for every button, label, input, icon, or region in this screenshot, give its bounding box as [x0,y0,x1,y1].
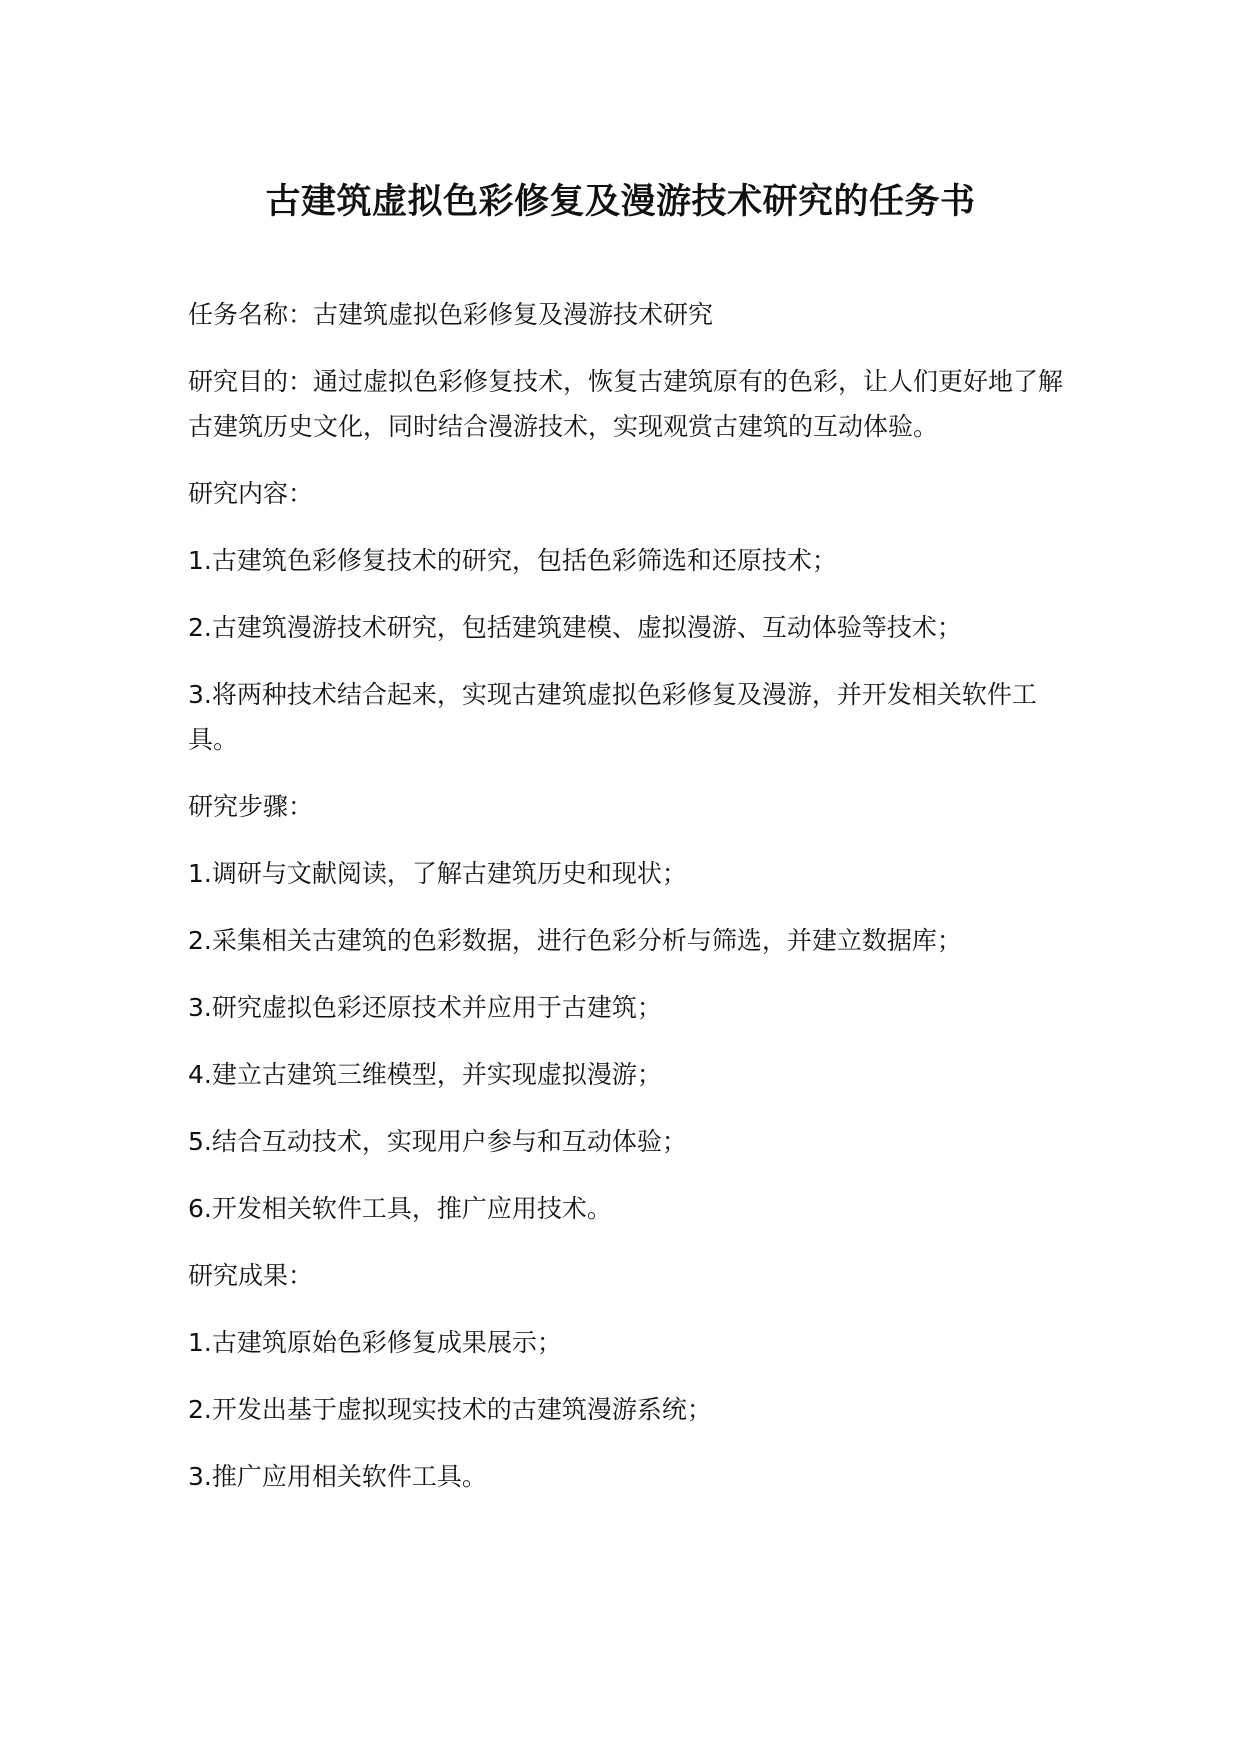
research-step-item: 6.开发相关软件工具，推广应用技术。 [188,1194,612,1223]
research-content-item: 2.古建筑漫游技术研究，包括建筑建模、虚拟漫游、互动体验等技术； [188,613,962,642]
research-step-item: 1.调研与文献阅读，了解古建筑历史和现状； [188,859,687,888]
document-title: 古建筑虚拟色彩修复及漫游技术研究的任务书 [265,182,976,222]
research-content-item: 1.古建筑色彩修复技术的研究，包括色彩筛选和还原技术； [188,546,837,575]
research-purpose-paragraph: 研究目的：通过虚拟色彩修复技术，恢复古建筑原有的色彩，让人们更好地了解古建筑历史文化，同时结合漫游技术，实现观赏古建筑的互动体验。 [188,367,1064,441]
document-body [188,292,1068,1521]
research-results-heading: 研究成果： [188,1261,314,1290]
research-content-item: 3.将两种技术结合起来，实现古建筑虚拟色彩修复及漫游，并开发相关软件工具。 [188,680,1037,754]
research-step-item: 2.采集相关古建筑的色彩数据，进行色彩分析与筛选，并建立数据库； [188,926,962,955]
research-step-item: 3.研究虚拟色彩还原技术并应用于古建筑； [188,993,662,1022]
task-name-paragraph: 任务名称：古建筑虚拟色彩修复及漫游技术研究 [188,300,714,329]
research-result-item: 2.开发出基于虚拟现实技术的古建筑漫游系统； [188,1395,712,1424]
research-steps-heading: 研究步骤： [188,792,314,821]
research-step-item: 4.建立古建筑三维模型，并实现虚拟漫游； [188,1060,662,1089]
research-result-item: 3.推广应用相关软件工具。 [188,1462,487,1491]
research-content-heading: 研究内容： [188,479,314,508]
research-step-item: 5.结合互动技术，实现用户参与和互动体验； [188,1127,687,1156]
research-result-item: 1.古建筑原始色彩修复成果展示； [188,1328,562,1357]
